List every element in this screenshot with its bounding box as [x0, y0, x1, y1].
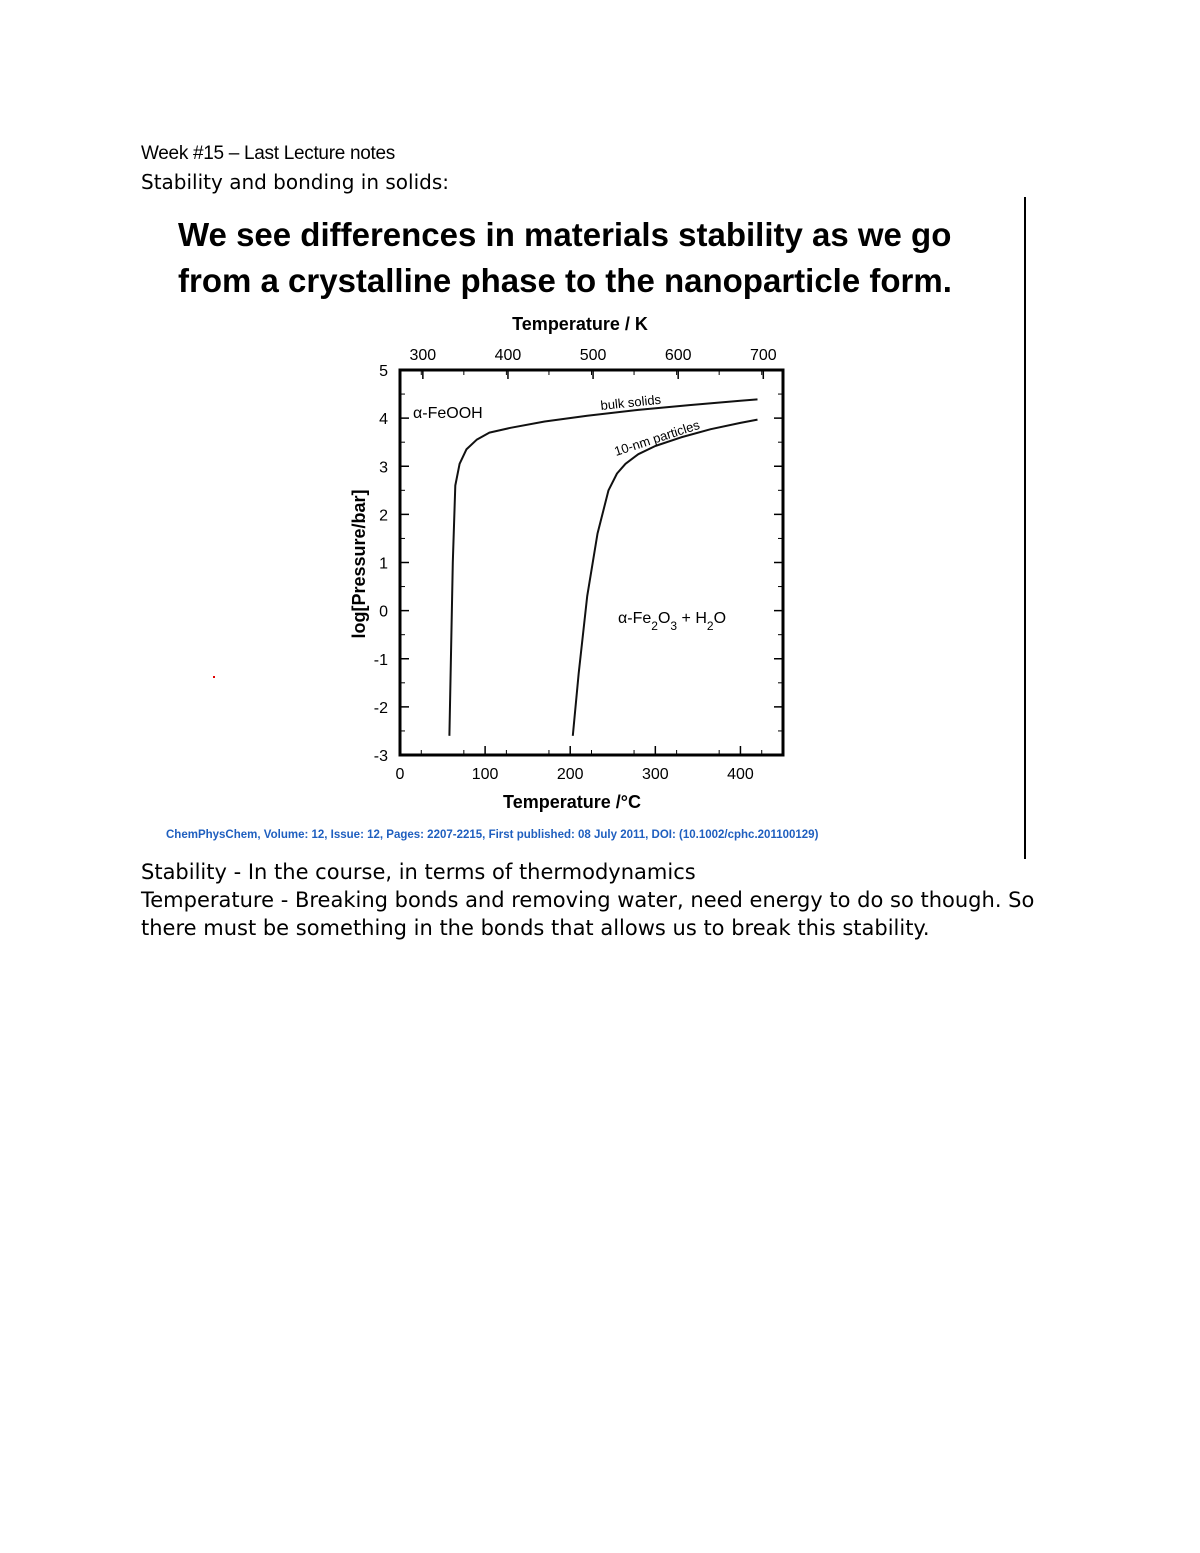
y-tick-label: 5: [379, 363, 388, 380]
plot-frame: [400, 370, 783, 755]
notes-paragraph-temperature: Temperature - Breaking bonds and removing water, need energy to do so though. So there must be something in the bonds that allows us to break this stability.: [141, 888, 1035, 940]
region-label-feooh: α-FeOOH: [413, 405, 483, 422]
top-axis-label: Temperature / K: [512, 314, 648, 334]
curve-label-10nm-particles: 10-nm particles: [612, 417, 702, 459]
bulk-solids-curve: [449, 399, 757, 735]
x-tick-label: 0: [395, 766, 405, 783]
left-axis-label: log[Pressure/bar]: [349, 489, 369, 639]
x2-tick-label: 500: [579, 347, 607, 364]
notes-body: [141, 858, 1071, 942]
x-tick-label: 400: [727, 766, 754, 783]
slide-title: [178, 212, 1018, 304]
document-subheading: Stability and bonding in solids:: [141, 170, 449, 194]
x2-tick-label: 400: [494, 347, 522, 364]
nanoparticle-curve: [573, 420, 758, 736]
y-tick-label: -2: [373, 699, 388, 717]
bottom-axis-label: Temperature /°C: [503, 792, 641, 812]
y-tick-label: 1: [379, 555, 388, 573]
red-dot-mark: [213, 676, 215, 678]
y-tick-label: 3: [379, 459, 388, 477]
y-tick-label: -3: [373, 748, 388, 765]
region-label-fe2o3: $\alpha-Fe_2O_3 + H_2O$: [618, 610, 727, 633]
slide-title-line-2: from a crystalline phase to the nanoparticle form.: [178, 262, 952, 299]
document-heading: Week #15 – Last Lecture notes: [141, 143, 395, 164]
curve-label-bulk-solids: bulk solids: [599, 391, 662, 413]
x2-tick-label: 700: [749, 347, 777, 364]
x2-tick-label: 600: [664, 347, 692, 364]
figure-citation: ChemPhysChem, Volume: 12, Issue: 12, Pages: 2207-2215, First published: 08 July 2011, DOI: (10.1002/cphc.201100129): [166, 829, 819, 841]
vertical-rule: [1024, 197, 1026, 859]
x-tick-label: 300: [641, 766, 669, 783]
x-tick-label: 200: [556, 766, 584, 783]
y-tick-label: 4: [379, 411, 388, 429]
notes-paragraph-stability: Stability - In the course, in terms of thermodynamics: [141, 860, 696, 884]
x2-tick-label: 300: [409, 347, 437, 364]
y-tick-label: 2: [379, 507, 388, 525]
y-tick-label: -1: [373, 651, 388, 669]
x-tick-label: 100: [471, 766, 499, 783]
slide-title-line-1: We see differences in materials stability as we go: [178, 216, 952, 253]
phase-diagram-chart: [330, 305, 800, 820]
y-tick-label: 0: [379, 603, 388, 621]
